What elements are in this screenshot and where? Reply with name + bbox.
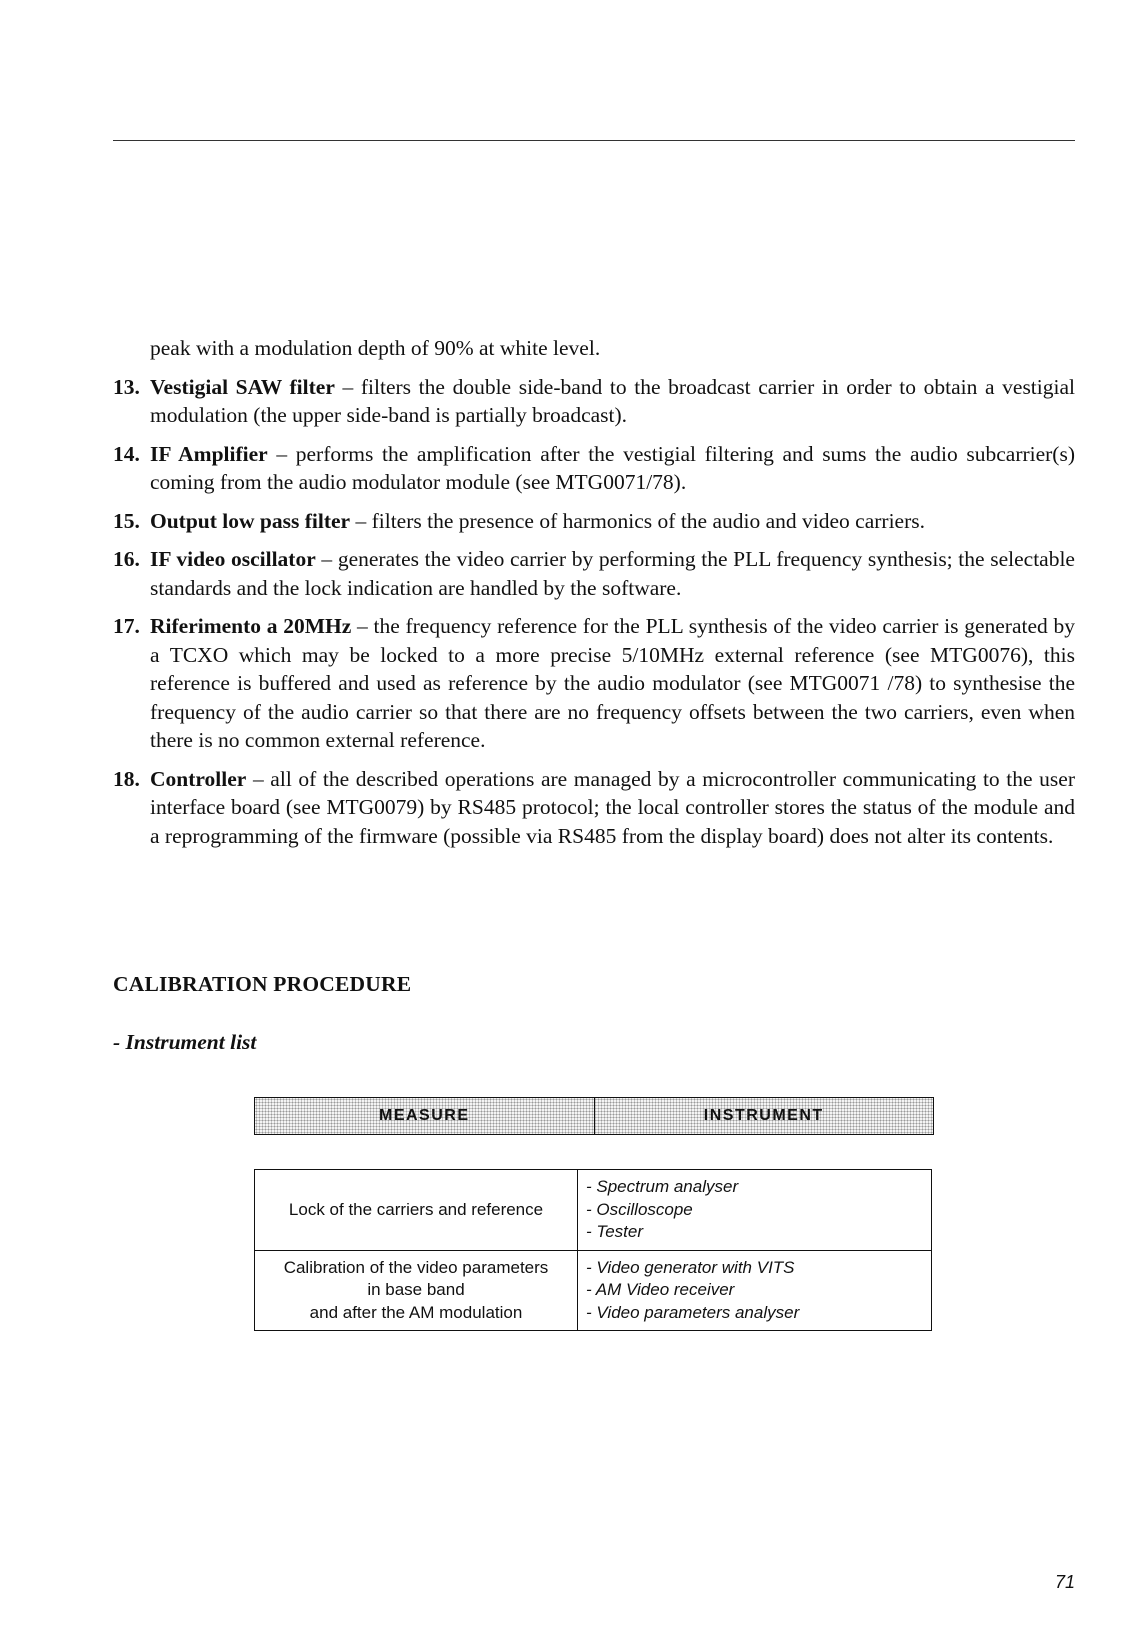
item-number: 16. xyxy=(113,547,140,571)
body-text xyxy=(113,334,1075,860)
item-text: – all of the described operations are managed by a microcontroller communicating to the user interface board (see MTG0079) by RS485 protocol; the local controller stores the status of the module and a reprogramming of the firmware (possible via RS485 from the display board) does not alter its contents. xyxy=(150,766,1075,848)
item-term: Vestigial SAW filter xyxy=(150,374,335,399)
item-number: 13. xyxy=(113,374,140,399)
item-text: – performs the amplification after the vestigial filtering and sums the audio subcarrier(s) coming from the audio modulator module (see MTG0071/78). xyxy=(150,441,1075,494)
item-text: – the frequency reference for the PLL synthesis of the video carrier is generated by a TCXO which may be locked to a more precise 5/10MHz external reference (see MTG0076), this reference is buffered and used as reference by the audio modulator (see MTG0071 /78) to synthesise the frequency of the audio carrier so that there are no frequency offsets between the two carriers, even when there is no common external reference. xyxy=(150,614,1075,752)
item-text: – filters the double side-band to the broadcast carrier in order to obtain a vestigial modulation (the upper side-band is partially broadcast). xyxy=(150,374,1075,427)
header-rule xyxy=(113,140,1075,141)
list-item xyxy=(113,612,1075,755)
item-number: 15. xyxy=(113,508,140,533)
measure-text: in base band xyxy=(367,1280,465,1299)
item-text: – filters the presence of harmonics of the audio and video carriers. xyxy=(350,508,925,533)
item-body xyxy=(150,612,1075,755)
instrument-table xyxy=(254,1169,932,1331)
instrument-cell xyxy=(578,1250,932,1331)
continuation-paragraph: peak with a modulation depth of 90% at white level. xyxy=(150,336,601,360)
list-item xyxy=(113,545,1075,602)
section-heading: CALIBRATION PROCEDURE xyxy=(113,972,412,996)
item-term: IF video oscillator xyxy=(150,547,316,571)
measure-cell xyxy=(255,1250,578,1331)
item-term: Output low pass filter xyxy=(150,508,351,533)
measure-header: MEASURE xyxy=(378,1107,470,1124)
page-number: 71 xyxy=(1054,1572,1075,1592)
measure-text: Calibration of the video parameters xyxy=(283,1257,549,1277)
list-item xyxy=(113,507,1075,536)
table-row xyxy=(255,1170,932,1251)
item-body xyxy=(150,507,1075,536)
instrument-table-header xyxy=(254,1097,934,1135)
item-number: 14. xyxy=(113,441,140,466)
item-term: IF Amplifier xyxy=(150,441,268,466)
item-term: Riferimento a 20MHz xyxy=(150,614,352,638)
item-term: Controller xyxy=(150,766,247,791)
item-body xyxy=(150,545,1075,602)
list-item xyxy=(113,765,1075,851)
instrument-cell xyxy=(578,1170,932,1251)
item-number: 17. xyxy=(113,614,140,638)
measure-cell xyxy=(255,1170,578,1251)
list-item xyxy=(113,373,1075,430)
instrument-item: - Spectrum analyser xyxy=(586,1177,739,1196)
instrument-item: - Tester xyxy=(586,1222,644,1241)
measure-text: Lock of the carriers and reference xyxy=(288,1199,544,1219)
item-text: – generates the video carrier by performing the PLL frequency synthesis; the selectable standards and the lock indication are handled by the software. xyxy=(150,547,1075,600)
instrument-item: - AM Video receiver xyxy=(586,1280,735,1299)
instrument-header: INSTRUMENT xyxy=(594,1098,934,1134)
item-body xyxy=(150,440,1075,497)
table-row xyxy=(255,1250,932,1331)
instrument-item: - Oscilloscope xyxy=(586,1199,693,1219)
item-body xyxy=(150,373,1075,430)
instrument-item: - Video generator with VITS xyxy=(586,1257,795,1277)
item-number: 18. xyxy=(113,766,140,791)
subsection-heading: - Instrument list xyxy=(113,1030,257,1054)
instrument-item: - Video parameters analyser xyxy=(586,1302,800,1322)
item-body xyxy=(150,765,1075,851)
list-item xyxy=(113,440,1075,497)
measure-text: and after the AM modulation xyxy=(309,1302,523,1322)
